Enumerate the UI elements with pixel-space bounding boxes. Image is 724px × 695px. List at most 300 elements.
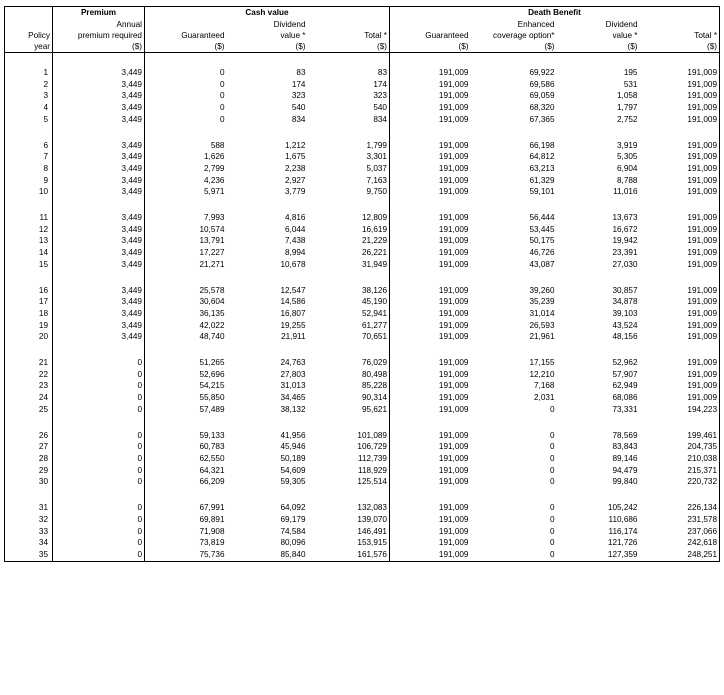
value-cell: 204,735: [687, 442, 718, 452]
value-cell: 23,391: [612, 248, 638, 258]
value-cell: 53,445: [529, 224, 555, 234]
value-cell: 191,009: [687, 68, 718, 77]
spacer-cell: [640, 53, 720, 68]
value-cell: 4,236: [204, 175, 225, 185]
policy-year-cell: 25: [5, 404, 53, 416]
value-cell: 0: [219, 68, 225, 77]
spacer-cell: [471, 488, 557, 502]
value-cell: 0: [549, 430, 555, 440]
spacer-cell: [557, 126, 640, 140]
policy-year-cell: 19: [5, 320, 53, 332]
value-cell: 139,070: [308, 514, 390, 526]
value-cell: 13,791: [199, 236, 225, 246]
value-cell: 191,009: [438, 103, 469, 113]
column-header: ($): [308, 41, 390, 53]
value-cell: 1,058: [617, 91, 638, 101]
value-cell: 46,726: [529, 248, 555, 258]
value-cell: 69,179: [280, 514, 306, 524]
value-cell: 5,037: [308, 163, 390, 175]
policy-year-cell: 24: [5, 392, 53, 404]
value-cell: 118,929: [308, 465, 390, 477]
value-cell: 0: [219, 103, 225, 113]
value-cell: 531: [623, 79, 638, 89]
value-cell: 1,212: [285, 140, 306, 150]
spacer-cell: [53, 53, 145, 68]
value-cell: 191,009: [438, 187, 469, 197]
value-cell: 0: [53, 369, 145, 381]
value-cell: 191,009: [438, 442, 469, 452]
value-cell: 191,009: [687, 332, 718, 342]
policy-year-cell: 33: [5, 526, 53, 538]
value-cell: 5,305: [617, 152, 638, 162]
policy-year-cell: 10: [5, 186, 53, 198]
column-header: Total *: [694, 31, 718, 40]
group-cash-value: Cash value: [145, 7, 390, 20]
table-row: [5, 357, 720, 369]
column-header: Total *: [308, 30, 390, 41]
value-cell: 89,146: [612, 453, 638, 463]
value-cell: 83: [296, 68, 306, 77]
column-header: ($): [227, 41, 308, 53]
column-header: Dividend: [605, 20, 638, 29]
table-row: [5, 285, 720, 297]
value-cell: 0: [53, 514, 145, 526]
value-cell: 0: [53, 502, 145, 514]
group-spacer: [5, 343, 720, 357]
value-cell: 1,799: [308, 140, 390, 152]
group-blank: [5, 7, 53, 20]
value-cell: 54,215: [199, 381, 225, 391]
value-cell: 19,942: [612, 236, 638, 246]
value-cell: 80,096: [280, 538, 306, 548]
value-cell: 0: [53, 404, 145, 416]
value-cell: 73,331: [612, 404, 638, 414]
value-cell: 191,009: [438, 213, 469, 223]
spacer-cell: [390, 416, 471, 430]
column-header: [5, 19, 53, 30]
spacer-cell: [5, 198, 53, 212]
group-spacer: [5, 198, 720, 212]
value-cell: 27,030: [612, 259, 638, 269]
value-cell: 38,126: [308, 285, 390, 297]
spacer-cell: [308, 126, 390, 140]
table-row: [5, 331, 720, 343]
value-cell: 9,750: [308, 186, 390, 198]
spacer-cell: [53, 271, 145, 285]
value-cell: 191,009: [438, 369, 469, 379]
value-cell: 52,941: [308, 308, 390, 320]
spacer-cell: [640, 343, 720, 357]
value-cell: 24,763: [280, 358, 306, 368]
policy-year-cell: 18: [5, 308, 53, 320]
value-cell: 67,365: [529, 114, 555, 124]
table-row: [5, 526, 720, 538]
value-cell: 132,083: [308, 502, 390, 514]
spacer-cell: [308, 198, 390, 212]
value-cell: 57,489: [199, 404, 225, 414]
value-cell: 76,029: [308, 357, 390, 369]
value-cell: 2,031: [534, 393, 555, 403]
spacer-cell: [5, 271, 53, 285]
table-row: [5, 441, 720, 453]
spacer-cell: [308, 271, 390, 285]
value-cell: 66,198: [529, 140, 555, 150]
value-cell: 21,961: [529, 332, 555, 342]
value-cell: 3,449: [53, 331, 145, 343]
value-cell: 191,009: [438, 259, 469, 269]
value-cell: 323: [291, 91, 306, 101]
policy-year-cell: 22: [5, 369, 53, 381]
value-cell: 1,626: [204, 152, 225, 162]
value-cell: 191,009: [438, 175, 469, 185]
value-cell: 191,009: [438, 79, 469, 89]
value-cell: 26,593: [529, 320, 555, 330]
value-cell: 0: [549, 549, 555, 559]
value-cell: 70,651: [308, 331, 390, 343]
value-cell: 2,238: [285, 163, 306, 173]
value-cell: 75,736: [199, 549, 225, 559]
spacer-cell: [5, 416, 53, 430]
spacer-cell: [640, 488, 720, 502]
column-header: premium required: [53, 30, 145, 41]
spacer-cell: [227, 343, 308, 357]
table-row: [5, 320, 720, 332]
spacer-cell: [145, 488, 227, 502]
spacer-cell: [53, 488, 145, 502]
value-cell: 191,009: [438, 453, 469, 463]
value-cell: 191,009: [438, 465, 469, 475]
policy-year-cell: 28: [5, 453, 53, 465]
value-cell: 0: [53, 392, 145, 404]
policy-year-cell: 31: [5, 502, 53, 514]
value-cell: 110,686: [608, 514, 638, 524]
value-cell: 191,009: [687, 393, 718, 403]
value-cell: 3,449: [53, 247, 145, 259]
value-cell: 0: [549, 442, 555, 452]
value-cell: 7,438: [285, 236, 306, 246]
value-cell: 25,578: [199, 285, 225, 295]
spacer-cell: [640, 126, 720, 140]
value-cell: 8,994: [285, 248, 306, 258]
spacer-cell: [145, 198, 227, 212]
value-cell: 191,009: [438, 477, 469, 487]
value-cell: 45,190: [308, 296, 390, 308]
value-cell: 3,449: [53, 151, 145, 163]
policy-year-cell: 34: [5, 537, 53, 549]
value-cell: 191,009: [438, 163, 469, 173]
value-cell: 3,449: [53, 90, 145, 102]
value-cell: 0: [53, 430, 145, 442]
spacer-cell: [390, 488, 471, 502]
policy-year-cell: 6: [5, 140, 53, 152]
policy-year-cell: 1: [5, 67, 53, 79]
value-cell: 16,672: [612, 224, 638, 234]
spacer-cell: [5, 343, 53, 357]
spacer-cell: [53, 416, 145, 430]
table-row: [5, 465, 720, 477]
policy-year-cell: 14: [5, 247, 53, 259]
value-cell: 0: [219, 114, 225, 124]
value-cell: 0: [53, 357, 145, 369]
value-cell: 174: [291, 79, 306, 89]
spacer-cell: [557, 198, 640, 212]
value-cell: 57,907: [612, 369, 638, 379]
value-cell: 8,788: [617, 175, 638, 185]
value-cell: 94,479: [612, 465, 638, 475]
value-cell: 191,009: [438, 549, 469, 559]
value-cell: 17,227: [199, 248, 225, 258]
column-header: ($): [390, 41, 471, 53]
value-cell: 0: [219, 79, 225, 89]
spacer-cell: [390, 343, 471, 357]
value-cell: 2,927: [285, 175, 306, 185]
value-cell: 34,878: [612, 297, 638, 307]
column-header: coverage option*: [493, 31, 555, 40]
value-cell: 191,009: [687, 187, 718, 197]
value-cell: 191,009: [687, 152, 718, 162]
value-cell: 174: [308, 79, 390, 91]
table-row: [5, 369, 720, 381]
value-cell: 3,449: [53, 114, 145, 126]
spacer-cell: [557, 416, 640, 430]
value-cell: 59,101: [529, 187, 555, 197]
value-cell: 7,163: [308, 175, 390, 187]
value-cell: 191,009: [438, 320, 469, 330]
value-cell: 3,449: [53, 235, 145, 247]
column-header: [390, 19, 471, 30]
policy-year-cell: 21: [5, 357, 53, 369]
value-cell: 11,016: [613, 187, 638, 197]
policy-year-cell: 23: [5, 380, 53, 392]
value-cell: 78,569: [612, 430, 638, 440]
table-row: [5, 502, 720, 514]
value-cell: 0: [549, 465, 555, 475]
spacer-cell: [308, 488, 390, 502]
policy-year-cell: 30: [5, 476, 53, 488]
value-cell: 60,783: [199, 442, 225, 452]
value-cell: 17,155: [529, 358, 555, 368]
value-cell: 0: [53, 465, 145, 477]
policy-year-cell: 16: [5, 285, 53, 297]
value-cell: 71,908: [199, 526, 225, 536]
value-cell: 10,678: [280, 259, 306, 269]
value-cell: 220,732: [687, 477, 718, 487]
value-cell: 69,922: [529, 68, 555, 77]
column-header: ($): [145, 41, 227, 53]
value-cell: 3,301: [308, 151, 390, 163]
spacer-cell: [145, 53, 227, 68]
value-cell: 106,729: [308, 441, 390, 453]
policy-year-cell: 5: [5, 114, 53, 126]
value-cell: 27,803: [280, 369, 306, 379]
value-cell: 3,449: [53, 102, 145, 114]
column-header: Guaranteed: [181, 31, 225, 40]
value-cell: 31,013: [280, 381, 306, 391]
value-cell: 61,277: [308, 320, 390, 332]
value-cell: 0: [53, 549, 145, 561]
value-cell: 191,009: [438, 297, 469, 307]
value-cell: 191,009: [438, 332, 469, 342]
value-cell: 153,915: [308, 537, 390, 549]
spacer-cell: [53, 126, 145, 140]
value-cell: 26,221: [308, 247, 390, 259]
value-cell: 0: [549, 477, 555, 487]
value-cell: 191,009: [687, 224, 718, 234]
value-cell: 63,213: [529, 163, 555, 173]
column-header: [145, 19, 227, 30]
value-cell: 45,946: [280, 442, 306, 452]
table-row: [5, 114, 720, 126]
spacer-cell: [557, 271, 640, 285]
group-death-benefit: Death Benefit: [528, 8, 581, 17]
value-cell: 3,449: [53, 175, 145, 187]
value-cell: 121,726: [607, 538, 638, 548]
value-cell: 0: [53, 380, 145, 392]
spacer-cell: [557, 488, 640, 502]
table-row: [5, 102, 720, 114]
value-cell: 50,175: [529, 236, 555, 246]
value-cell: 3,449: [53, 259, 145, 271]
value-cell: 64,321: [199, 465, 225, 475]
value-cell: 21,911: [281, 332, 306, 342]
table-row: [5, 79, 720, 91]
value-cell: 231,578: [687, 514, 718, 524]
value-cell: 191,009: [687, 297, 718, 307]
table-row: [5, 514, 720, 526]
column-header: Policy: [5, 30, 53, 41]
table-row: [5, 453, 720, 465]
value-cell: 7,993: [204, 213, 225, 223]
value-cell: 161,576: [308, 549, 390, 561]
value-cell: 146,491: [308, 526, 390, 538]
value-cell: 30,604: [199, 297, 225, 307]
table-row: [5, 404, 720, 416]
value-cell: 191,009: [438, 514, 469, 524]
value-cell: 191,009: [687, 320, 718, 330]
group-spacer: [5, 53, 720, 68]
value-cell: 41,956: [280, 430, 306, 440]
value-cell: 191,009: [438, 381, 469, 391]
value-cell: 3,779: [285, 187, 306, 197]
table-row: [5, 186, 720, 198]
value-cell: 14,586: [280, 297, 306, 307]
value-cell: 0: [53, 453, 145, 465]
value-cell: 199,461: [687, 430, 718, 440]
value-cell: 12,210: [529, 369, 555, 379]
policy-year-cell: 2: [5, 79, 53, 91]
spacer-cell: [227, 488, 308, 502]
table-row: [5, 151, 720, 163]
value-cell: 0: [549, 453, 555, 463]
value-cell: 31,014: [529, 308, 555, 318]
value-cell: 191,009: [438, 503, 469, 513]
value-cell: 38,132: [280, 404, 306, 414]
spacer-cell: [557, 53, 640, 68]
spacer-cell: [471, 343, 557, 357]
value-cell: 191,009: [687, 91, 718, 101]
spacer-cell: [471, 271, 557, 285]
policy-year-cell: 32: [5, 514, 53, 526]
value-cell: 73,819: [199, 538, 225, 548]
value-cell: 191,009: [438, 114, 469, 124]
value-cell: 59,305: [280, 477, 306, 487]
value-cell: 191,009: [687, 163, 718, 173]
value-cell: 64,092: [280, 503, 306, 513]
value-cell: 3,449: [53, 296, 145, 308]
column-header: ($): [640, 41, 720, 53]
value-cell: 2,799: [204, 163, 225, 173]
table-body: [5, 53, 720, 562]
value-cell: 7,168: [534, 381, 555, 391]
value-cell: 10,574: [199, 224, 225, 234]
value-cell: 67,991: [199, 503, 225, 513]
value-cell: 3,449: [53, 163, 145, 175]
value-cell: 31,949: [308, 259, 390, 271]
value-cell: 36,135: [199, 308, 225, 318]
spacer-cell: [5, 126, 53, 140]
spacer-cell: [5, 488, 53, 502]
table-row: [5, 430, 720, 442]
table-row: [5, 90, 720, 102]
value-cell: 12,809: [308, 212, 390, 224]
policy-year-cell: 4: [5, 102, 53, 114]
value-cell: 191,009: [438, 393, 469, 403]
table-row: [5, 549, 720, 561]
table-row: [5, 537, 720, 549]
value-cell: 3,449: [53, 212, 145, 224]
spacer-cell: [227, 198, 308, 212]
table-row: [5, 308, 720, 320]
value-cell: 51,265: [199, 358, 225, 368]
spacer-cell: [471, 53, 557, 68]
value-cell: 42,022: [199, 320, 225, 330]
value-cell: 39,103: [612, 308, 638, 318]
policy-year-cell: 15: [5, 259, 53, 271]
value-cell: 191,009: [687, 103, 718, 113]
policy-illustration-table: [4, 6, 720, 562]
spacer-cell: [308, 53, 390, 68]
table-row: [5, 224, 720, 236]
value-cell: 3,449: [53, 67, 145, 79]
value-cell: 43,524: [612, 320, 638, 330]
value-cell: 69,059: [529, 91, 555, 101]
value-cell: 191,009: [687, 259, 718, 269]
value-cell: 191,009: [687, 285, 718, 295]
value-cell: 191,009: [438, 68, 469, 77]
value-cell: 540: [308, 102, 390, 114]
spacer-cell: [640, 416, 720, 430]
value-cell: 69,586: [529, 79, 555, 89]
value-cell: 90,314: [308, 392, 390, 404]
policy-year-cell: 12: [5, 224, 53, 236]
value-cell: 195: [623, 68, 638, 77]
policy-year-cell: 17: [5, 296, 53, 308]
value-cell: 0: [53, 441, 145, 453]
value-cell: 191,009: [687, 175, 718, 185]
value-cell: 85,840: [280, 549, 306, 559]
policy-year-cell: 26: [5, 430, 53, 442]
value-cell: 215,371: [687, 465, 718, 475]
value-cell: 2,752: [617, 114, 638, 124]
value-cell: 0: [53, 537, 145, 549]
value-cell: 66,209: [199, 477, 225, 487]
value-cell: 191,009: [438, 308, 469, 318]
value-cell: 194,223: [687, 404, 718, 414]
value-cell: 191,009: [438, 248, 469, 258]
value-cell: 0: [219, 91, 225, 101]
value-cell: 3,449: [53, 79, 145, 91]
value-cell: 30,857: [612, 285, 638, 295]
